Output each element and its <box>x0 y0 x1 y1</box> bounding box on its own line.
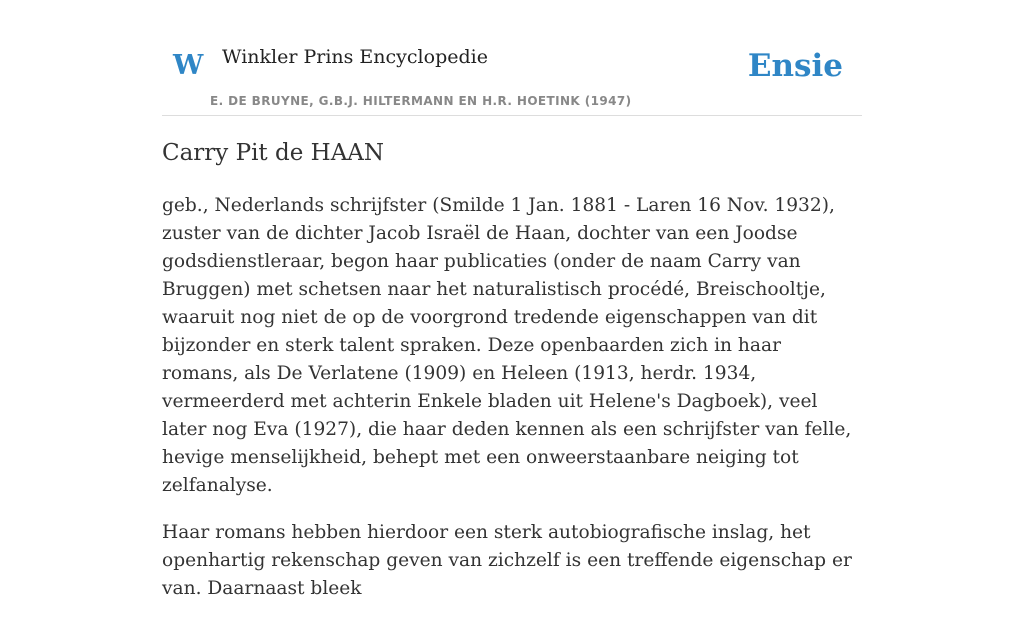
source-title[interactable]: Winkler Prins Encyclopedie <box>222 46 488 68</box>
article-title: Carry Pit de HAAN <box>162 140 385 166</box>
source-header <box>162 0 862 116</box>
article-paragraph: geb., Nederlands schrijfster (Smilde 1 Jan. 1881 - Laren 16 Nov. 1932), zuster van de dichter Jacob Israël de Haan, dochter van een Joodse godsdienstleraar, begon haar publicaties (onder de naam Carry van Bruggen) met schetsen naar het naturalistisch procédé, Breischooltje, waaruit nog niet de op de voorgrond tredende eigenschappen van dit bijzonder en sterk talent spraken. Deze openbaarden zich in haar romans, als De Verlatene (1909) en Heleen (1913, herdr. 1934, vermeerderd met achterin Enkele bladen uit Helene's Dagboek), veel later nog Eva (1927), die haar deden kennen als een schrijfster van felle, hevige menselijkheid, behept met een onweerstaanbare neiging tot zelfanalyse. <box>162 195 852 496</box>
source-logo-icon[interactable]: W <box>173 50 204 81</box>
source-authors: E. DE BRUYNE, G.B.J. HILTERMANN EN H.R. HOETINK (1947) <box>210 94 632 108</box>
page-container <box>162 0 862 599</box>
article-paragraph: Haar romans hebben hierdoor een sterk autobiografische inslag, het openhartig rekenschap geven van zichzelf is een treffende eigenschap er van. Daarnaast bleek <box>162 522 852 599</box>
brand-logo[interactable]: Ensie <box>747 48 843 84</box>
article-body <box>162 192 862 622</box>
